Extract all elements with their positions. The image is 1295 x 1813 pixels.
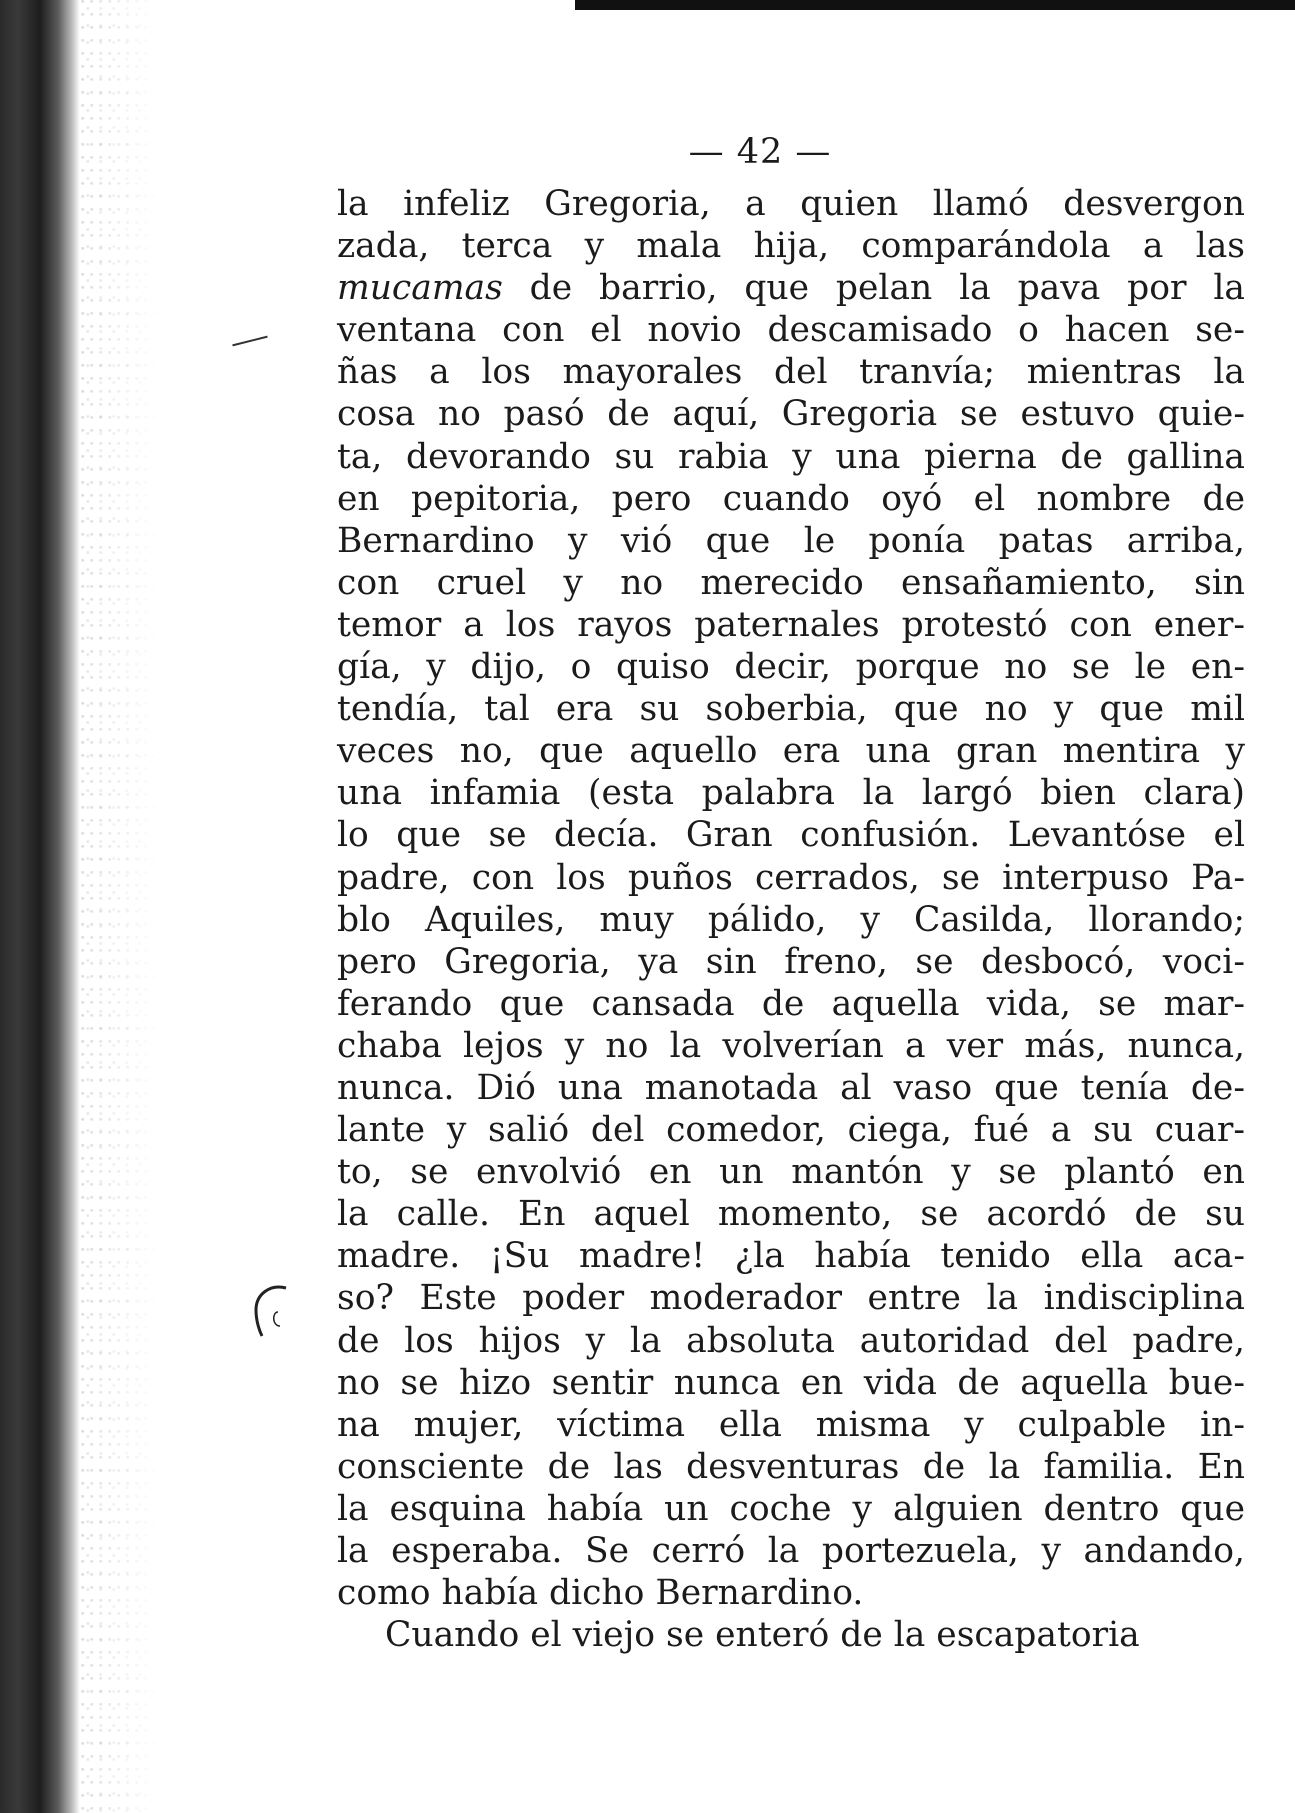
text-line bbox=[337, 267, 1245, 309]
text-segment: padre, con los puños cerrados, se interpuso Pa- bbox=[337, 857, 1245, 898]
text-line bbox=[337, 1235, 1245, 1277]
text-segment: Cuando el viejo se enteró de la escapatoria bbox=[385, 1615, 1140, 1656]
text-line bbox=[337, 520, 1245, 562]
text-line bbox=[337, 351, 1245, 393]
text-segment: chaba lejos y no la volverían a ver más, nunca, bbox=[337, 1025, 1245, 1066]
text-segment: so? Este poder moderador entre la indisciplina bbox=[337, 1278, 1245, 1319]
text-line bbox=[337, 1530, 1245, 1572]
text-segment: de barrio, que pelan la pava por la bbox=[502, 268, 1245, 309]
text-line bbox=[337, 1277, 1245, 1319]
text-line bbox=[337, 1067, 1245, 1109]
text-line bbox=[337, 436, 1245, 478]
text-segment: ta, devorando su rabia y una pierna de gallina bbox=[337, 436, 1245, 477]
gutter-speckle bbox=[80, 0, 160, 1813]
margin-pen-mark bbox=[232, 336, 267, 347]
text-segment: una infamia (esta palabra la largó bien clara) bbox=[337, 773, 1245, 814]
text-segment: la esperaba. Se cerró la portezuela, y andando, bbox=[337, 1531, 1245, 1571]
text-line bbox=[337, 941, 1245, 983]
text-line bbox=[337, 478, 1245, 520]
text-line bbox=[337, 183, 1245, 225]
top-border-rule bbox=[575, 0, 1295, 10]
text-line bbox=[337, 1614, 1245, 1656]
text-segment: la esquina había un coche y alguien dentro que bbox=[337, 1488, 1245, 1529]
text-segment: zada, terca y mala hija, comparándola a las bbox=[337, 226, 1245, 267]
text-segment: consciente de las desventuras de la familia. En bbox=[337, 1446, 1245, 1487]
text-segment: ferando que cansada de aquella vida, se mar- bbox=[337, 983, 1245, 1024]
text-segment: blo Aquiles, muy pálido, y Casilda, llorando; bbox=[337, 899, 1245, 940]
text-segment: pero Gregoria, ya sin freno, se desbocó, voci- bbox=[337, 941, 1245, 982]
text-line bbox=[337, 730, 1245, 772]
margin-bracket-mark bbox=[248, 1282, 290, 1338]
text-line bbox=[337, 1025, 1245, 1067]
text-line bbox=[337, 1446, 1245, 1488]
text-segment: no se hizo sentir nunca en vida de aquella bue- bbox=[337, 1362, 1245, 1403]
text-line bbox=[337, 1109, 1245, 1151]
text-segment: Bernardino y vió que le ponía patas arriba, bbox=[337, 520, 1245, 561]
italic-word: mucamas bbox=[337, 268, 503, 309]
text-line bbox=[337, 562, 1245, 604]
text-segment: veces no, que aquello era una gran mentira y bbox=[337, 731, 1245, 772]
text-line bbox=[337, 688, 1245, 730]
text-segment: de los hijos y la absoluta autoridad del padre, bbox=[337, 1320, 1245, 1361]
text-line bbox=[337, 1362, 1245, 1404]
text-segment: gía, y dijo, o quiso decir, porque no se le en- bbox=[337, 647, 1245, 688]
text-line bbox=[337, 225, 1245, 267]
text-segment: madre. ¡Su madre! ¿la había tenido ella aca- bbox=[337, 1236, 1245, 1277]
text-segment: lante y salió del comedor, ciega, fué a su cuar- bbox=[337, 1110, 1245, 1151]
text-segment: la calle. En aquel momento, se acordó de su bbox=[337, 1194, 1245, 1235]
text-segment: to, se envolvió en un mantón y se plantó en bbox=[337, 1152, 1245, 1193]
text-line bbox=[337, 983, 1245, 1025]
text-line bbox=[337, 393, 1245, 435]
text-line bbox=[337, 1404, 1245, 1446]
text-segment: cosa no pasó de aquí, Gregoria se estuvo quie- bbox=[337, 394, 1245, 435]
text-segment: como había dicho Bernardino. bbox=[337, 1573, 864, 1614]
body-text bbox=[337, 183, 1245, 1656]
text-line bbox=[337, 857, 1245, 899]
text-segment: lo que se decía. Gran confusión. Levantóse el bbox=[337, 815, 1245, 856]
text-segment: en pepitoria, pero cuando oyó el nombre de bbox=[337, 478, 1245, 519]
text-line bbox=[337, 1320, 1245, 1362]
text-line bbox=[337, 899, 1245, 941]
text-segment: nunca. Dió una manotada al vaso que tenía de- bbox=[337, 1067, 1245, 1108]
text-segment: tendía, tal era su soberbia, que no y que mil bbox=[337, 689, 1245, 730]
text-line bbox=[337, 1193, 1245, 1235]
text-segment: ñas a los mayorales del tranvía; mientras la bbox=[337, 352, 1245, 393]
text-line bbox=[337, 1151, 1245, 1193]
text-line bbox=[337, 309, 1245, 351]
text-line bbox=[337, 814, 1245, 856]
text-segment: na mujer, víctima ella misma y culpable in- bbox=[337, 1404, 1245, 1445]
text-line bbox=[337, 646, 1245, 688]
book-spine-shadow bbox=[0, 0, 80, 1813]
text-segment: temor a los rayos paternales protestó con ener- bbox=[337, 604, 1245, 645]
text-line bbox=[337, 772, 1245, 814]
text-line bbox=[337, 604, 1245, 646]
page-number: — 42 — bbox=[688, 132, 832, 172]
text-segment: ventana con el novio descamisado o hacen se- bbox=[337, 310, 1245, 351]
text-segment: con cruel y no merecido ensañamiento, sin bbox=[337, 562, 1245, 603]
text-line bbox=[337, 1572, 1245, 1614]
text-segment: la infeliz Gregoria, a quien llamó desvergon bbox=[337, 184, 1245, 224]
text-line bbox=[337, 1488, 1245, 1530]
